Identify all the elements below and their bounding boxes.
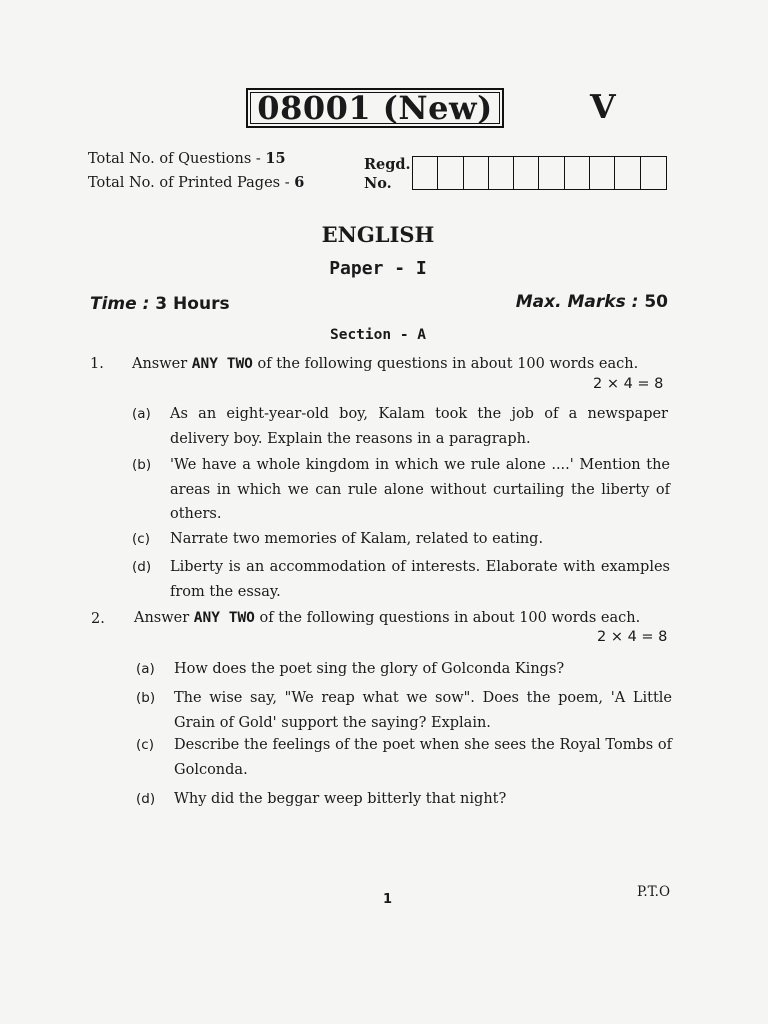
regd-box [489,157,514,189]
regd-box [615,157,640,189]
series-letter: V [590,87,616,126]
time-info: Time : 3 Hours [90,294,230,314]
sub-question-text: As an eight-year-old boy, Kalam took the job of a newspaper delivery boy. Explain the reasons in a paragraph. [170,406,668,447]
sub-question-label: (b) [136,690,156,706]
subject-title: ENGLISH [321,222,435,247]
max-marks-info: Max. Marks : 50 [515,292,668,312]
question-number: 2. [91,611,105,627]
regd-box [641,157,666,189]
section-heading: Section - A [329,327,427,343]
regd-box [464,157,489,189]
question-number: 1. [90,356,104,372]
paper-title: Paper - I [329,258,427,279]
paper-code-box [246,88,504,128]
sub-question-label: (c) [132,531,150,547]
sub-question-text: Describe the feelings of the poet when she sees the Royal Tombs of Golconda. [174,737,672,778]
regd-no-boxes [412,156,667,190]
regd-box [590,157,615,189]
sub-question-label: (a) [136,661,155,677]
sub-question-label: (b) [132,457,152,473]
marks-allocation: 2 × 4 = 8 [597,629,668,645]
regd-no-label: Regd. No. [364,156,411,192]
question-instruction: Answer ANY TWO of the following questions in about 100 words each. [132,356,639,372]
regd-box [539,157,564,189]
sub-question-text: Why did the beggar weep bitterly that night? [174,791,507,807]
sub-question-text: How does the poet sing the glory of Golconda Kings? [174,661,565,677]
sub-question-text: The wise say, "We reap what we sow". Does the poem, 'A Little Grain of Gold' support the saying? Explain. [174,690,672,731]
sub-question-label: (d) [132,559,152,575]
pto-note: P.T.O [637,884,671,900]
regd-box [413,157,438,189]
sub-question-label: (a) [132,406,151,422]
question-instruction: Answer ANY TWO of the following questions in about 100 words each. [134,610,641,626]
sub-question-label: (d) [136,791,156,807]
sub-question-text: Narrate two memories of Kalam, related to eating. [170,531,544,547]
marks-allocation: 2 × 4 = 8 [593,376,664,392]
total-questions: Total No. of Questions - 15 [88,150,286,167]
regd-box [565,157,590,189]
sub-question-label: (c) [136,737,154,753]
regd-box [514,157,539,189]
page-number: 1 [383,892,393,907]
sub-question-text: Liberty is an accommodation of interests. Elaborate with examples from the essay. [170,559,670,600]
regd-box [438,157,463,189]
total-pages: Total No. of Printed Pages - 6 [88,174,305,191]
paper-code: 08001 (New) [257,89,493,127]
sub-question-text: 'We have a whole kingdom in which we rule alone ....' Mention the areas in which we can rule alone without curtailing the liberty of others. [170,457,670,522]
